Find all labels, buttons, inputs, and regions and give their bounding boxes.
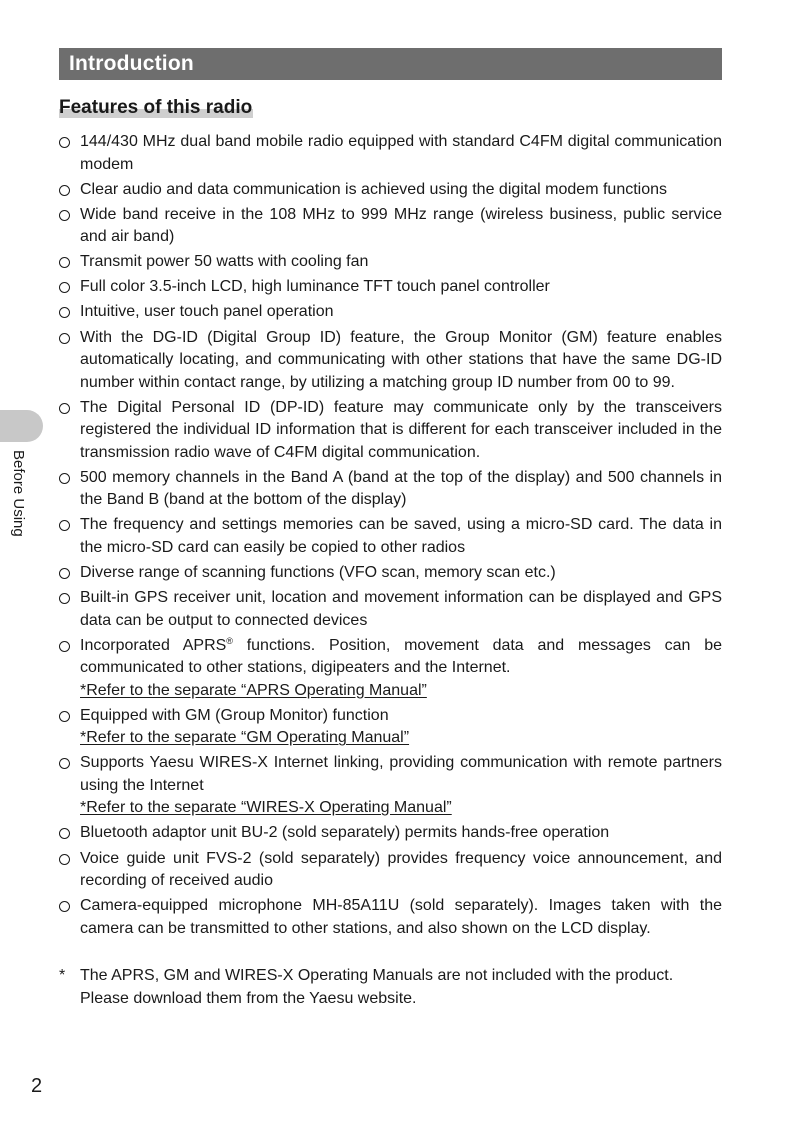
- aprs-manual-reference: *Refer to the separate “APRS Operating Manual”: [80, 681, 427, 699]
- feature-text: Built-in GPS receiver unit, location and movement information can be displayed and GPS data can be output to connected devices: [80, 589, 722, 629]
- feature-text: Bluetooth adaptor unit BU-2 (sold separately) permits hands-free operation: [80, 824, 610, 842]
- feature-text: Transmit power 50 watts with cooling fan: [80, 253, 369, 271]
- feature-item-gm: [59, 705, 722, 750]
- feature-item: [59, 327, 722, 395]
- feature-text: 500 memory channels in the Band A (band at the top of the display) and 500 channels in the Band B (band at the bottom of the display): [80, 468, 722, 509]
- section-header-bar: [59, 48, 722, 80]
- aprs-text: Incorporated APRS: [80, 636, 227, 654]
- feature-text: The Digital Personal ID (DP-ID) feature may communicate only by the transceivers registered the individual ID information that is different for each transceiver included in the transmission radio wave of C4FM digital communication.: [80, 398, 722, 461]
- circle-bullet-icon: [59, 307, 70, 318]
- side-tab-label: Before Using: [10, 450, 27, 537]
- feature-item: [59, 301, 722, 324]
- circle-bullet-icon: [59, 901, 70, 912]
- aprs-description: functions. Position, movement data and messages can be communicated to other stations, digipeaters and the Internet.: [80, 636, 722, 677]
- feature-text: 144/430 MHz dual band mobile radio equipped with standard C4FM digital communication modem: [80, 133, 722, 173]
- circle-bullet-icon: [59, 828, 70, 839]
- side-tab: [0, 410, 43, 442]
- feature-item: [59, 562, 722, 585]
- feature-item: [59, 514, 722, 559]
- wires-x-manual-reference: *Refer to the separate “WIRES-X Operating Manual”: [80, 799, 452, 817]
- asterisk-mark: *: [59, 967, 66, 984]
- circle-bullet-icon: [59, 473, 70, 484]
- feature-item: [59, 131, 722, 176]
- circle-bullet-icon: [59, 210, 70, 221]
- feature-item: [59, 251, 722, 274]
- circle-bullet-icon: [59, 137, 70, 148]
- page-number: 2: [31, 1075, 43, 1097]
- circle-bullet-icon: [59, 333, 70, 344]
- circle-bullet-icon: [59, 282, 70, 293]
- gm-manual-reference: *Refer to the separate “GM Operating Manual”: [80, 729, 410, 747]
- feature-text: The frequency and settings memories can be saved, using a micro-SD card. The data in the micro-SD card can easily be copied to other radios: [80, 516, 722, 556]
- circle-bullet-icon: [59, 854, 70, 865]
- feature-text: With the DG-ID (Digital Group ID) feature, the Group Monitor (GM) feature enables automatically locating, and communicating with other stations that have the same DG-ID number within contact range, by utilizing a matching group ID number from 00 to 99.: [80, 328, 722, 391]
- footnote: [59, 965, 722, 1010]
- feature-item: [59, 848, 722, 893]
- feature-text: Full color 3.5-inch LCD, high luminance TFT touch panel controller: [80, 278, 550, 296]
- feature-item: [59, 204, 722, 249]
- feature-list: [59, 131, 722, 943]
- circle-bullet-icon: [59, 711, 70, 722]
- circle-bullet-icon: [59, 185, 70, 196]
- feature-text: Camera-equipped microphone MH-85A11U (sold separately). Images taken with the camera can be transmitted to other stations, and also shown on the LCD display.: [80, 897, 722, 937]
- feature-item: [59, 895, 722, 940]
- circle-bullet-icon: [59, 568, 70, 579]
- feature-text: Voice guide unit FVS-2 (sold separately) provides frequency voice announcement, and recording of received audio: [80, 849, 722, 889]
- circle-bullet-icon: [59, 641, 70, 652]
- feature-item: [59, 276, 722, 299]
- footnote-line: The APRS, GM and WIRES-X Operating Manuals are not included with the product.: [80, 967, 674, 984]
- footnote-line: Please download them from the Yaesu website.: [80, 989, 417, 1007]
- feature-text: Equipped with GM (Group Monitor) function: [80, 706, 389, 724]
- circle-bullet-icon: [59, 593, 70, 604]
- feature-item: [59, 397, 722, 465]
- registered-mark: ®: [226, 635, 233, 646]
- circle-bullet-icon: [59, 257, 70, 268]
- circle-bullet-icon: [59, 403, 70, 414]
- feature-item-wires-x: [59, 752, 722, 820]
- feature-text: [80, 635, 722, 680]
- feature-text: Clear audio and data communication is achieved using the digital modem functions: [80, 180, 668, 198]
- feature-item: [59, 179, 722, 202]
- feature-item: [59, 822, 722, 845]
- feature-text: Intuitive, user touch panel operation: [80, 303, 334, 321]
- feature-text: Supports Yaesu WIRES-X Internet linking, providing communication with remote partners using the Internet: [80, 754, 722, 794]
- feature-item: [59, 587, 722, 632]
- feature-item-aprs: [59, 635, 722, 703]
- circle-bullet-icon: [59, 520, 70, 531]
- feature-item: [59, 467, 722, 512]
- feature-text: Wide band receive in the 108 MHz to 999 MHz range (wireless business, public service and air band): [80, 205, 722, 246]
- feature-text: Diverse range of scanning functions (VFO scan, memory scan etc.): [80, 563, 556, 581]
- section-title: Introduction: [69, 52, 194, 75]
- circle-bullet-icon: [59, 758, 70, 769]
- sub-heading: Features of this radio: [59, 97, 253, 118]
